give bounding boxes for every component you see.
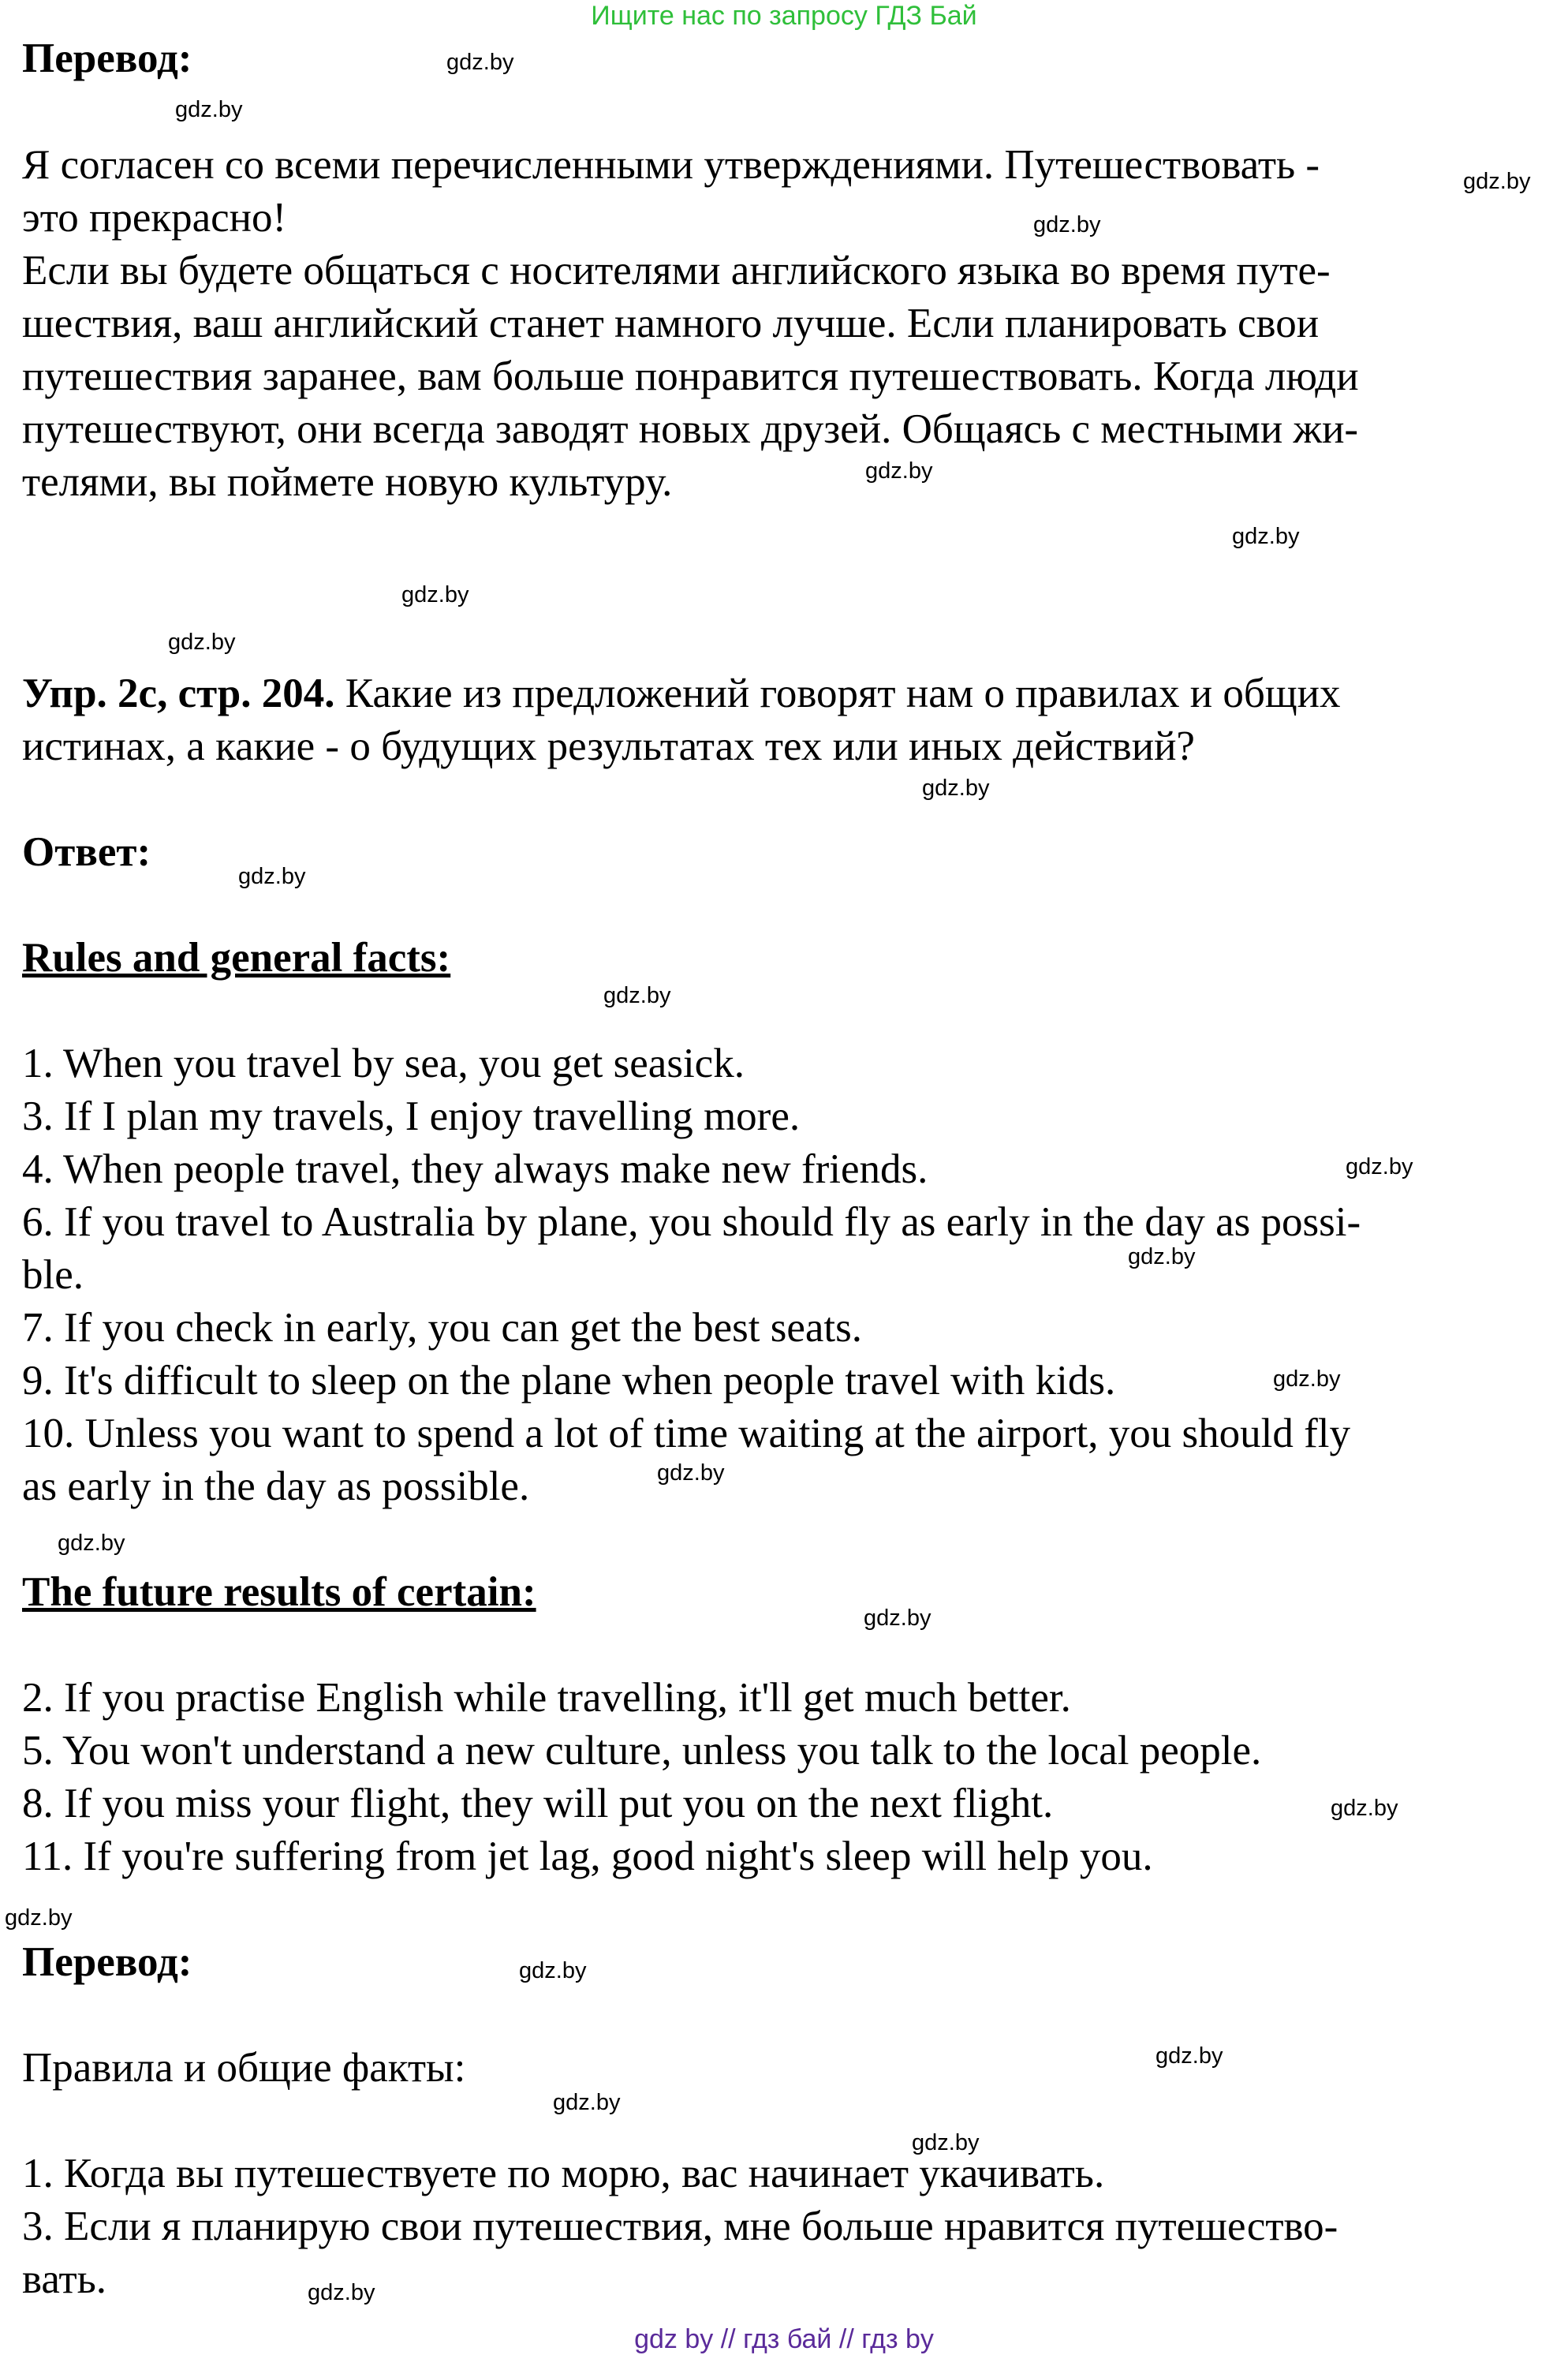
watermark: gdz.by bbox=[58, 1531, 125, 1556]
translation2-heading: Перевод: bbox=[22, 1939, 192, 1985]
translation-line-6: путешествуют, они всегда заводят новых друзей. Общаясь с местными жи- bbox=[22, 406, 1359, 452]
watermark: gdz.by bbox=[922, 776, 990, 801]
watermark: gdz.by bbox=[1128, 1244, 1196, 1269]
rule-item: 7. If you check in early, you can get the best seats. bbox=[22, 1305, 863, 1351]
watermark: gdz.by bbox=[1463, 169, 1531, 194]
watermark: gdz.by bbox=[1273, 1366, 1341, 1392]
watermark: gdz.by bbox=[446, 50, 514, 75]
watermark: gdz.by bbox=[175, 97, 243, 122]
rule-item: 4. When people travel, they always make new friends. bbox=[22, 1146, 928, 1192]
translation2-line: вать. bbox=[22, 2256, 107, 2302]
watermark: gdz.by bbox=[864, 1606, 931, 1631]
watermark: gdz.by bbox=[1232, 524, 1300, 549]
rule-item: 6. If you travel to Australia by plane, you should fly as early in the day as possi- bbox=[22, 1199, 1361, 1245]
future-item: 2. If you practise English while travelling, it'll get much better. bbox=[22, 1675, 1071, 1721]
future-item: 8. If you miss your flight, they will put you on the next flight. bbox=[22, 1781, 1054, 1826]
future-heading: The future results of certain: bbox=[22, 1569, 536, 1615]
rule-item: 10. Unless you want to spend a lot of time waiting at the airport, you should fly bbox=[22, 1411, 1350, 1456]
translation-line-4: шествия, ваш английский станет намного лучше. Если планировать свои bbox=[22, 301, 1320, 346]
exercise-question-line-1 bbox=[22, 668, 1341, 719]
translation2-subheading: Правила и общие факты: bbox=[22, 2045, 466, 2091]
watermark: gdz.by bbox=[5, 1905, 73, 1931]
answer-heading: Ответ: bbox=[22, 829, 151, 875]
footer-separator: // bbox=[838, 2324, 854, 2354]
translation-line-7: телями, вы поймете новую культуру. bbox=[22, 459, 673, 505]
translation-line-2: это прекрасно! bbox=[22, 195, 287, 241]
watermark: gdz.by bbox=[308, 2280, 375, 2305]
translation2-line: 1. Когда вы путешествуете по морю, вас начинает укачивать. bbox=[22, 2151, 1105, 2196]
translation2-line: 3. Если я планирую свои путешествия, мне больше нравится путешество- bbox=[22, 2204, 1338, 2249]
translation-line-3: Если вы будете общаться с носителями английского языка во время путе- bbox=[22, 248, 1331, 293]
watermark: gdz.by bbox=[603, 983, 671, 1008]
search-hint-link[interactable]: Ищите нас по запросу ГДЗ Бай bbox=[591, 1, 977, 31]
watermark: gdz.by bbox=[519, 1958, 587, 1983]
footer-link-gdz-bai[interactable]: гдз бай bbox=[743, 2324, 832, 2354]
watermark: gdz.by bbox=[1033, 212, 1101, 237]
watermark: gdz.by bbox=[865, 458, 933, 484]
watermark: gdz.by bbox=[168, 630, 236, 655]
watermark: gdz.by bbox=[1346, 1154, 1413, 1179]
watermark: gdz.by bbox=[1155, 2043, 1223, 2069]
rule-item: ble. bbox=[22, 1252, 84, 1298]
translation-heading: Перевод: bbox=[22, 36, 192, 81]
rules-heading: Rules and general facts: bbox=[22, 935, 451, 981]
exercise-label: Упр. 2с, стр. 204. bbox=[22, 671, 335, 716]
watermark: gdz.by bbox=[912, 2130, 980, 2155]
rule-item: 3. If I plan my travels, I enjoy travelling more. bbox=[22, 1093, 801, 1139]
exercise-question-line-2: истинах, а какие - о будущих результатах тех или иных действий? bbox=[22, 723, 1195, 769]
watermark: gdz.by bbox=[238, 864, 306, 889]
watermark: gdz.by bbox=[553, 2090, 621, 2115]
translation-line-1: Я согласен со всеми перечисленными утверждениями. Путешествовать - bbox=[22, 142, 1320, 188]
rule-item: 1. When you travel by sea, you get seasick. bbox=[22, 1041, 745, 1086]
exercise-question: Какие из предложений говорят нам о правилах и общих bbox=[334, 671, 1341, 716]
future-item: 5. You won't understand a new culture, unless you talk to the local people. bbox=[22, 1728, 1262, 1774]
footer-links bbox=[0, 2323, 1568, 2355]
future-item: 11. If you're suffering from jet lag, good night's sleep will help you. bbox=[22, 1834, 1153, 1879]
watermark: gdz.by bbox=[657, 1460, 725, 1486]
footer-link-gdz-by-cyr[interactable]: гдз by bbox=[861, 2324, 934, 2354]
translation-line-5: путешествия заранее, вам больше понравится путешествовать. Когда люди bbox=[22, 353, 1359, 399]
watermark: gdz.by bbox=[401, 582, 469, 607]
watermark: gdz.by bbox=[1331, 1796, 1398, 1821]
footer-separator: // bbox=[720, 2324, 736, 2354]
rule-item: as early in the day as possible. bbox=[22, 1463, 530, 1509]
rule-item: 9. It's difficult to sleep on the plane when people travel with kids. bbox=[22, 1358, 1116, 1404]
footer-link-gdz-by[interactable]: gdz by bbox=[634, 2324, 714, 2354]
